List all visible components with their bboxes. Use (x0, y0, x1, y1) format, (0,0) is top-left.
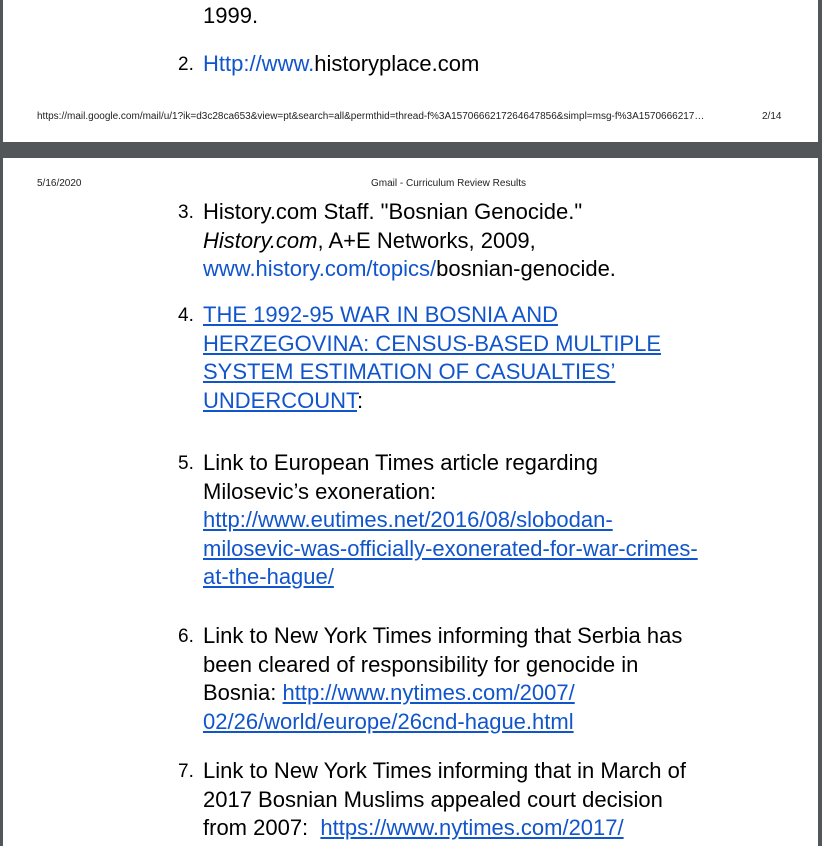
reference-link-line[interactable]: https://www.nytimes.com/2017/ (320, 815, 624, 840)
reference-link-line[interactable]: milosevic-was-officially-exonerated-for-war-crimes- (203, 535, 698, 561)
reference-link-line[interactable]: http://www.nytimes.com/2007/ (282, 680, 575, 705)
pdf-page-2 (3, 0, 818, 142)
item-number: 7. (178, 761, 194, 782)
item-number: 6. (178, 626, 194, 647)
print-header-date: 5/16/2020 (37, 178, 82, 189)
reference-text: from 2007: (203, 815, 321, 840)
reference-link-line[interactable]: UNDERCOUNT (203, 387, 357, 413)
print-footer-url: https://mail.google.com/mail/u/1?ik=d3c28ca653&view=pt&search=all&permthid=thread-f%3A1570666217264647856&simpl=msg-f%3A1570666217… (37, 111, 705, 122)
reference-text: History.com Staff. "Bosnian Genocide." (203, 199, 583, 224)
continued-text: 1999. (203, 3, 259, 28)
item-number: 4. (178, 305, 194, 326)
print-footer-page-number: 2/14 (762, 111, 782, 122)
reference-text: bosnian-genocide. (436, 256, 616, 281)
reference-text: Link to New York Times informing that in March of (203, 758, 686, 783)
reference-text: Bosnia: (203, 680, 283, 705)
reference-link-line[interactable]: THE 1992-95 WAR IN BOSNIA AND (203, 302, 558, 327)
item-number: 3. (178, 202, 194, 223)
print-header-title: Gmail - Curriculum Review Results (371, 178, 527, 189)
reference-text: Link to European Times article regarding (203, 450, 598, 475)
reference-link-line[interactable]: SYSTEM ESTIMATION OF CASUALTIES’ (203, 359, 616, 384)
reference-text: Link to New York Times informing that Serbia has (203, 623, 683, 648)
pdf-page-3 (3, 158, 818, 846)
reference-link-line[interactable]: at-the-hague/ (203, 564, 334, 589)
reference-text: 2017 Bosnian Muslims appealed court decision (203, 786, 663, 812)
reference-text: historyplace.com (314, 51, 480, 76)
reference-link[interactable]: Http://www. (203, 51, 315, 76)
item-number: 5. (178, 453, 194, 474)
reference-link[interactable]: www.history.com/topics/ (203, 256, 437, 281)
reference-text: been cleared of responsibility for genocide in (203, 651, 639, 677)
item-number: 2. (178, 54, 194, 75)
reference-link-line[interactable]: 02/26/world/europe/26cnd-hague.html (203, 708, 574, 734)
reference-text: Milosevic’s exoneration: (203, 478, 437, 504)
publication-name: History.com (203, 227, 318, 253)
reference-text: , A+E Networks, 2009, (317, 227, 536, 253)
reference-text: : (357, 387, 364, 413)
reference-link-line[interactable]: http://www.eutimes.net/2016/08/slobodan- (203, 507, 613, 532)
reference-link-line[interactable]: HERZEGOVINA: CENSUS-BASED MULTIPLE (203, 330, 662, 356)
